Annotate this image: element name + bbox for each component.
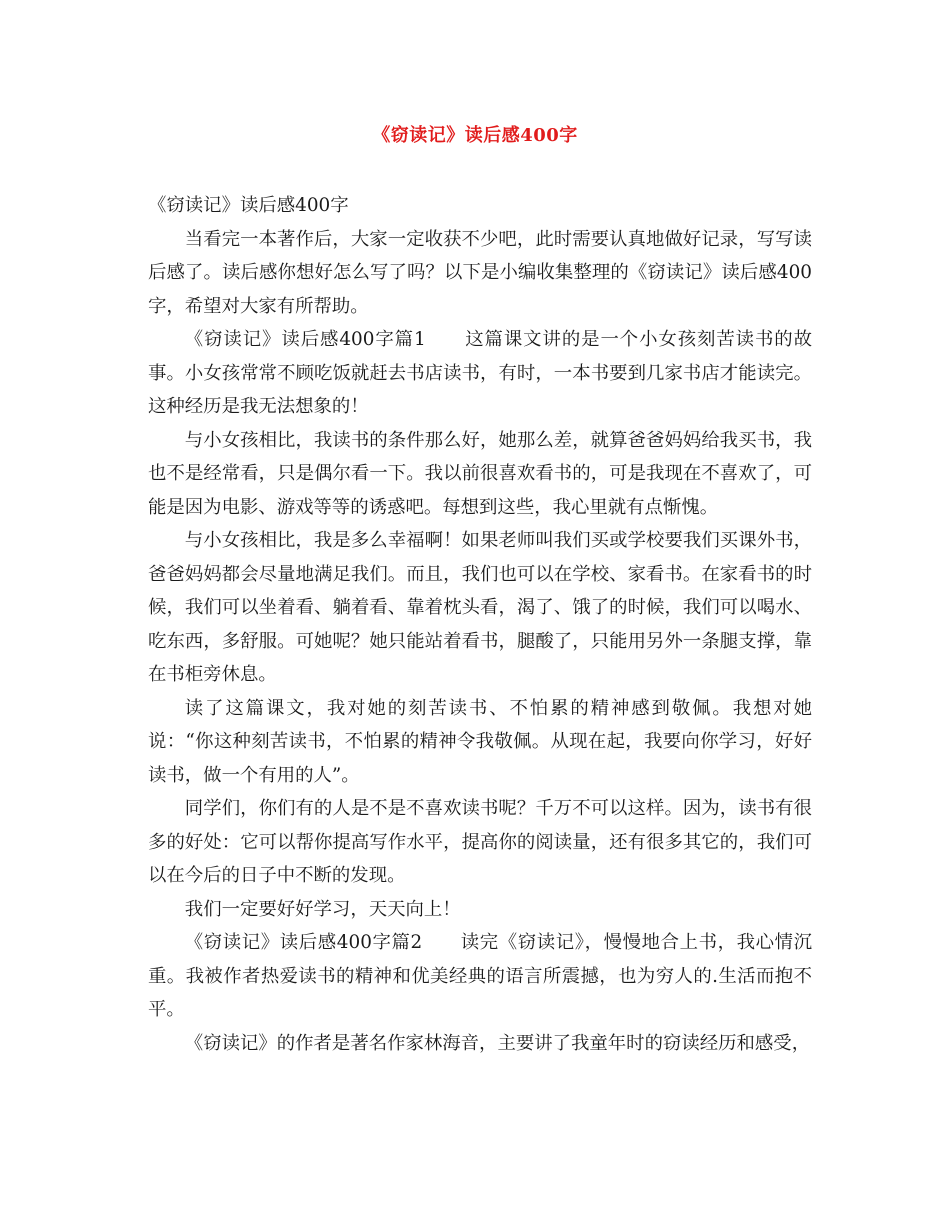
paragraph-comparison-1: 与小女孩相比，我读书的条件那么好，她那么差，就算爸爸妈妈给我买书，我也不是经常看，只是偶尔看一下。我以前很喜欢看书的，可是我现在不喜欢了，可能是因为电影、游戏等等的诱惑吧。每想到这些，我心里就有点惭愧。 [148, 429, 812, 518]
paragraph-essay2-start: 《窃读记》读后感400字篇2 读完《窃读记》，慢慢地合上书，我心情沉重。我被作者热爱读书的精神和优美经典的语言所震撼，也为穷人的.生活而抱不平。 [148, 932, 812, 1020]
paragraph-comparison-2: 与小女孩相比，我是多么幸福啊！如果老师叫我们买或学校要我们买课外书，爸爸妈妈都会尽量地满足我们。而且，我们也可以在学校、家看书。在家看书的时候，我们可以坐着看、躺着看、靠着枕头看，渴了、饿了的时候，我们可以喝水、吃东西，多舒服。可她呢？她只能站着看书，腿酸了，只能用另外一条腿支撑，靠在书柜旁休息。 [148, 530, 812, 685]
paragraph-classmates: 同学们，你们有的人是不是不喜欢读书呢？千万不可以这样。因为，读书有很多的好处：它可以帮你提高写作水平，提高你的阅读量，还有很多其它的，我们可以在今后的日子中不断的发现。 [148, 798, 812, 886]
paragraph-author: 《窃读记》的作者是著名作家林海音，主要讲了我童年时的窃读经历和感受， [184, 1032, 811, 1054]
paragraph-essay1-start: 《窃读记》读后感400字篇1 这篇课文讲的是一个小女孩刻苦读书的故事。小女孩常常不顾吃饭就赶去书店读书，有时，一本书要到几家书店才能读完。这种经历是我无法想象的！ [148, 329, 812, 417]
paragraph-subtitle: 《窃读记》读后感400字 [148, 195, 349, 216]
paragraph-motto: 我们一定要好好学习，天天向上！ [184, 898, 461, 920]
paragraph-intro: 当看完一本著作后，大家一定收获不少吧，此时需要认真地做好记录，写写读后感了。读后感你想好怎么写了吗？以下是小编收集整理的《窃读记》读后感400字，希望对大家有所帮助。 [148, 228, 812, 317]
document-title: 《窃读记》读后感400字 [372, 125, 578, 146]
paragraph-admiration: 读了这篇课文，我对她的刻苦读书、不怕累的精神感到敬佩。我想对她说：“你这种刻苦读书，不怕累的精神令我敬佩。从现在起，我要向你学习，好好读书，做一个有用的人”。 [148, 697, 812, 786]
document-body [148, 189, 812, 1060]
